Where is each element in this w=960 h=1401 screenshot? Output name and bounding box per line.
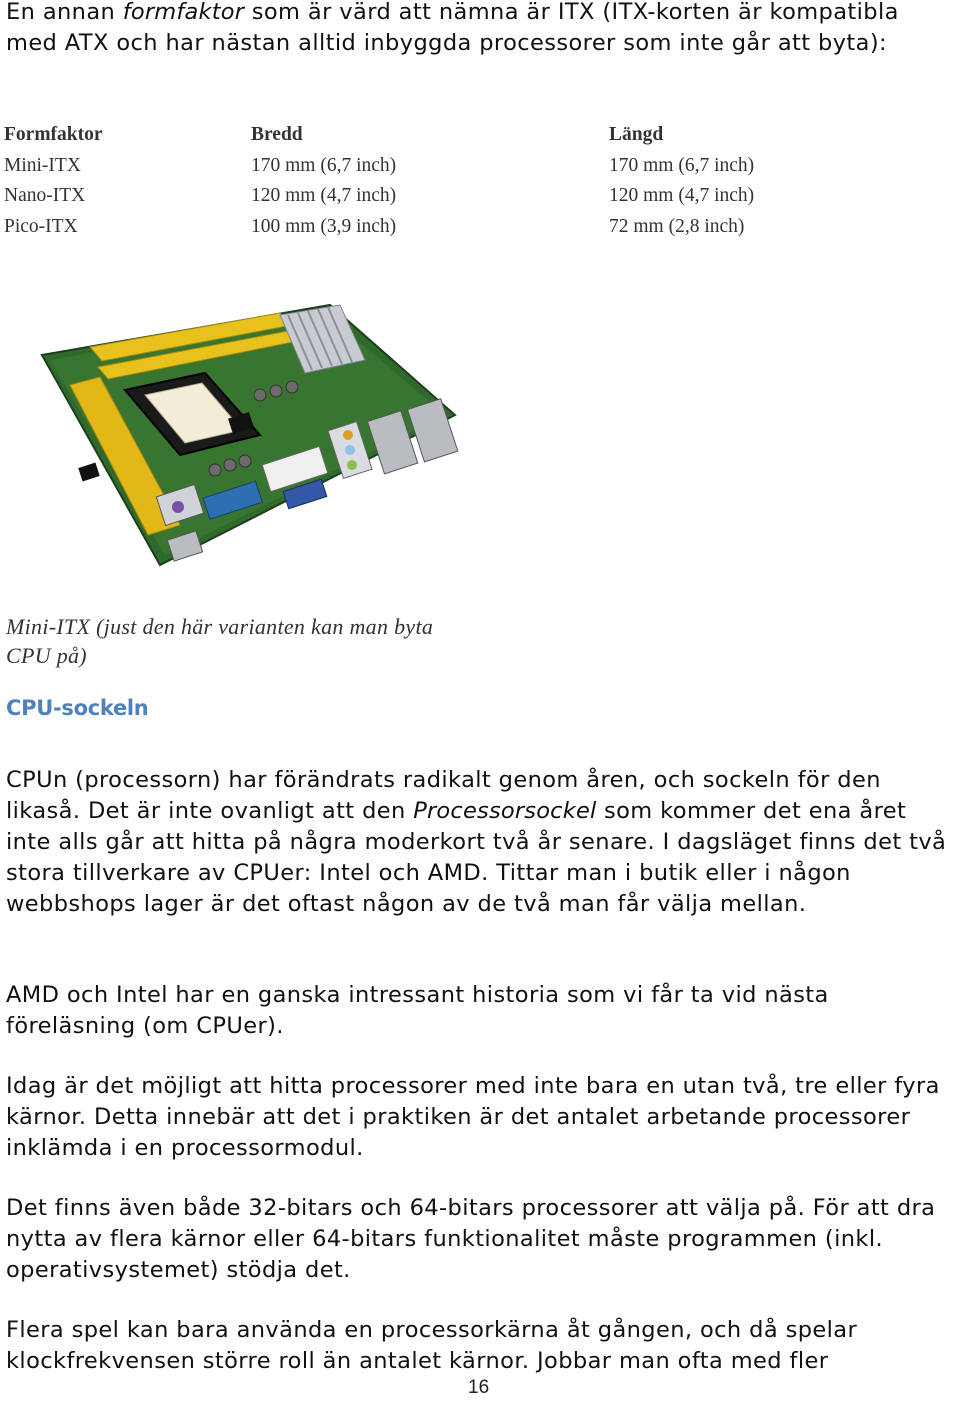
section-heading: CPU-sockeln — [6, 696, 149, 720]
paragraph-amd-intel: AMD och Intel har en ganska intressant historia som vi får ta vid nästa föreläsning (om CPUer). — [6, 982, 829, 1039]
paragraph-text: som kommer det ena året inte alls går att hitta på några moderkort två år senare. I dagsläget finns det två stora tillverkare av CPUer: Intel och AMD. Tittar man i butik eller i någon webbshops lager är det oftast någon av de två man får välja mellan. — [6, 798, 947, 917]
table-cell: Pico-ITX — [4, 215, 78, 237]
caption-line: Mini-ITX (just den här varianten kan man byta — [6, 614, 434, 639]
table-cell: 120 mm (4,7 inch) — [609, 185, 755, 207]
table-row — [4, 151, 909, 182]
intro-paragraph — [6, 0, 956, 59]
table-row — [4, 212, 909, 243]
table-cell: 120 mm (4,7 inch) — [251, 185, 397, 207]
formfactor-table — [4, 120, 909, 242]
caption-line: CPU på) — [6, 643, 87, 668]
intro-emphasis: formfaktor — [122, 0, 245, 25]
table-cell: 170 mm (6,7 inch) — [609, 154, 755, 176]
header-bredd: Bredd — [251, 124, 303, 146]
paragraph-text: CPUn (processorn) har förändrats radikalt genom åren, och sockeln för den likaså. Det är inte ovanligt att den — [6, 767, 881, 824]
table-header-row — [4, 120, 909, 151]
header-formfaktor: Formfaktor — [4, 124, 103, 146]
intro-text-start: En annan — [6, 0, 123, 25]
table-cell: 170 mm (6,7 inch) — [251, 154, 397, 176]
motherboard-image — [30, 285, 470, 575]
paragraph-multicore: Idag är det möjligt att hitta processorer med inte bara en utan två, tre eller fyra kärnor. Detta innebär att det i praktiken är det antalet arbetande processorer inklämda i en processormodul. — [6, 1073, 940, 1161]
table-cell: 72 mm (2,8 inch) — [609, 215, 745, 237]
processorsockel-emphasis: Processorsockel — [413, 798, 597, 824]
paragraph-games: Flera spel kan bara använda en processorkärna åt gången, och då spelar klockfrekvensen större roll än antalet kärnor. Jobbar man ofta med fler — [6, 1317, 858, 1374]
paragraph-cpu-sockets — [6, 765, 956, 920]
figure-caption — [6, 612, 433, 670]
motherboard-illustration — [30, 285, 470, 575]
paragraph-32-64-bit: Det finns även både 32-bitars och 64-bitars processorer att välja på. För att dra nytta av flera kärnor eller 64-bitars funktionalitet måste programmen (inkl. operativsystemet) stödja det. — [6, 1195, 936, 1283]
header-langd: Längd — [609, 124, 664, 146]
lan-usb-port — [407, 399, 457, 462]
page-number: 16 — [468, 1377, 490, 1398]
intro-text-end: som är värd att nämna är ITX (ITX-korten är kompatibla med ATX och har nästan alltid inbyggda processorer som inte går att byta): — [6, 0, 899, 56]
table-cell: 100 mm (3,9 inch) — [251, 215, 397, 237]
table-row — [4, 181, 909, 212]
table-cell: Nano-ITX — [4, 185, 86, 207]
table-cell: Mini-ITX — [4, 154, 81, 176]
